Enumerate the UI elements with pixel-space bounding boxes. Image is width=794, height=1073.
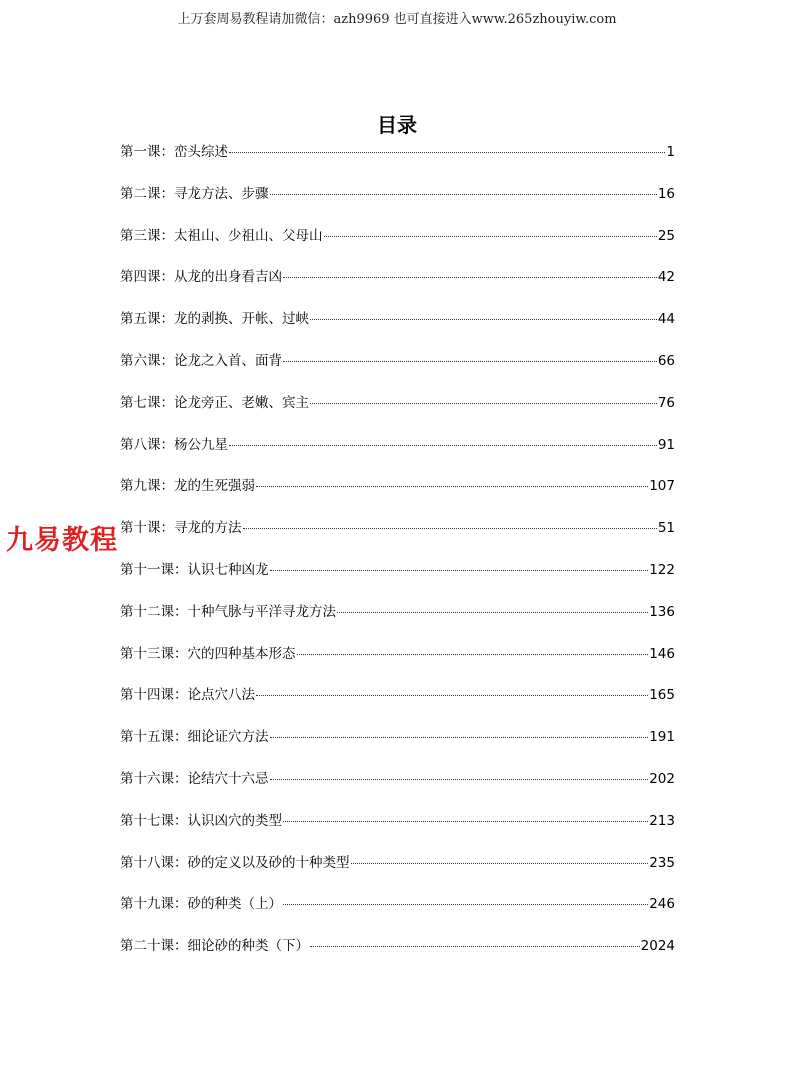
toc-dot-leader <box>283 820 648 822</box>
page-header: 上万套周易教程请加微信：azh9969 也可直接进入www.265zhouyiw.com <box>177 12 617 27</box>
toc-entry-page-number: 191 <box>649 729 675 746</box>
toc-entry[interactable] <box>120 474 675 516</box>
toc-dot-leader <box>351 862 649 864</box>
toc-dot-leader <box>337 611 648 613</box>
toc-entry-title: 第一课：峦头综述 <box>120 144 228 160</box>
toc-entry[interactable] <box>120 642 675 684</box>
toc-title: 目录 <box>377 113 417 138</box>
toc-entry-title: 第十四课：论点穴八法 <box>120 687 255 704</box>
toc-entry-page-number: 146 <box>649 645 675 662</box>
toc-entry-page-number: 42 <box>657 269 675 286</box>
toc-entry-title: 第十九课：砂的种类（上） <box>120 896 282 913</box>
toc-entry-title: 第十六课：论结穴十六忌 <box>120 770 269 787</box>
toc-entry-title: 第十课：寻龙的方法 <box>120 520 242 537</box>
toc-dot-leader <box>243 527 657 529</box>
toc-entry-page-number: 51 <box>657 520 675 537</box>
toc-entry[interactable] <box>120 809 675 851</box>
toc-dot-leader <box>256 485 648 487</box>
watermark-logo: 九易教程 <box>6 518 118 557</box>
toc-entry-title: 第十七课：认识凶穴的类型 <box>120 812 282 829</box>
toc-entry-page-number: 165 <box>649 687 675 704</box>
toc-entry-title: 第二十课：细论砂的种类（下） <box>120 938 309 955</box>
toc-dot-leader <box>270 778 649 780</box>
toc-entry[interactable] <box>120 140 675 182</box>
toc-entry-page-number: 91 <box>657 436 675 453</box>
toc-entry-page-number: 107 <box>649 478 675 495</box>
toc-entry[interactable] <box>120 265 675 307</box>
table-of-contents <box>120 140 675 976</box>
toc-dot-leader <box>256 694 648 696</box>
toc-entry[interactable] <box>120 934 675 976</box>
toc-dot-leader <box>310 402 657 404</box>
toc-entry[interactable] <box>120 683 675 725</box>
toc-dot-leader <box>310 318 657 320</box>
toc-entry-page-number: 66 <box>657 352 675 369</box>
toc-entry-title: 第六课：论龙之入首、面背 <box>120 352 282 369</box>
toc-entry[interactable] <box>120 892 675 934</box>
toc-entry[interactable] <box>120 307 675 349</box>
toc-dot-leader <box>297 653 649 655</box>
toc-entry-page-number: 213 <box>649 812 675 829</box>
toc-entry-page-number: 1 <box>666 144 675 160</box>
toc-entry-page-number: 122 <box>649 561 675 578</box>
toc-entry[interactable] <box>120 182 675 224</box>
toc-entry-page-number: 136 <box>649 603 675 620</box>
toc-entry-title: 第三课：太祖山、少祖山、父母山 <box>120 227 323 244</box>
toc-entry-page-number: 76 <box>657 394 675 411</box>
toc-dot-leader <box>283 903 648 905</box>
toc-entry-title: 第十八课：砂的定义以及砂的十种类型 <box>120 854 350 871</box>
toc-dot-leader <box>270 736 649 738</box>
toc-dot-leader <box>270 193 657 195</box>
toc-entry-page-number: 246 <box>649 896 675 913</box>
toc-entry[interactable] <box>120 851 675 893</box>
toc-entry[interactable] <box>120 767 675 809</box>
toc-dot-leader <box>283 276 657 278</box>
toc-dot-leader <box>283 360 657 362</box>
toc-entry[interactable] <box>120 516 675 558</box>
toc-entry-title: 第五课：龙的剥换、开帐、过峡 <box>120 311 309 328</box>
toc-entry-page-number: 44 <box>657 311 675 328</box>
toc-entry-title: 第十五课：细论证穴方法 <box>120 729 269 746</box>
toc-entry-page-number: 25 <box>657 227 675 244</box>
toc-dot-leader <box>324 235 657 237</box>
toc-entry[interactable] <box>120 725 675 767</box>
toc-entry-page-number: 202 <box>649 770 675 787</box>
toc-entry-title: 第十一课：认识七种凶龙 <box>120 561 269 578</box>
toc-entry-page-number: 2024 <box>640 938 675 955</box>
toc-dot-leader <box>270 569 649 571</box>
toc-entry[interactable] <box>120 224 675 266</box>
toc-entry[interactable] <box>120 558 675 600</box>
toc-entry-title: 第十三课：穴的四种基本形态 <box>120 645 296 662</box>
toc-entry-title: 第四课：从龙的出身看吉凶 <box>120 269 282 286</box>
toc-entry[interactable] <box>120 349 675 391</box>
toc-entry-title: 第七课：论龙旁正、老嫩、宾主 <box>120 394 309 411</box>
toc-entry-page-number: 235 <box>649 854 675 871</box>
toc-dot-leader <box>229 444 657 446</box>
toc-entry-title: 第十二课：十种气脉与平洋寻龙方法 <box>120 603 336 620</box>
toc-dot-leader <box>310 945 640 947</box>
toc-entry[interactable] <box>120 433 675 475</box>
toc-entry-title: 第八课：杨公九星 <box>120 436 228 453</box>
toc-entry[interactable] <box>120 391 675 433</box>
toc-entry-title: 第九课：龙的生死强弱 <box>120 478 255 495</box>
toc-dot-leader <box>229 151 665 153</box>
toc-entry[interactable] <box>120 600 675 642</box>
toc-entry-title: 第二课：寻龙方法、步骤 <box>120 185 269 202</box>
toc-entry-page-number: 16 <box>657 185 675 202</box>
